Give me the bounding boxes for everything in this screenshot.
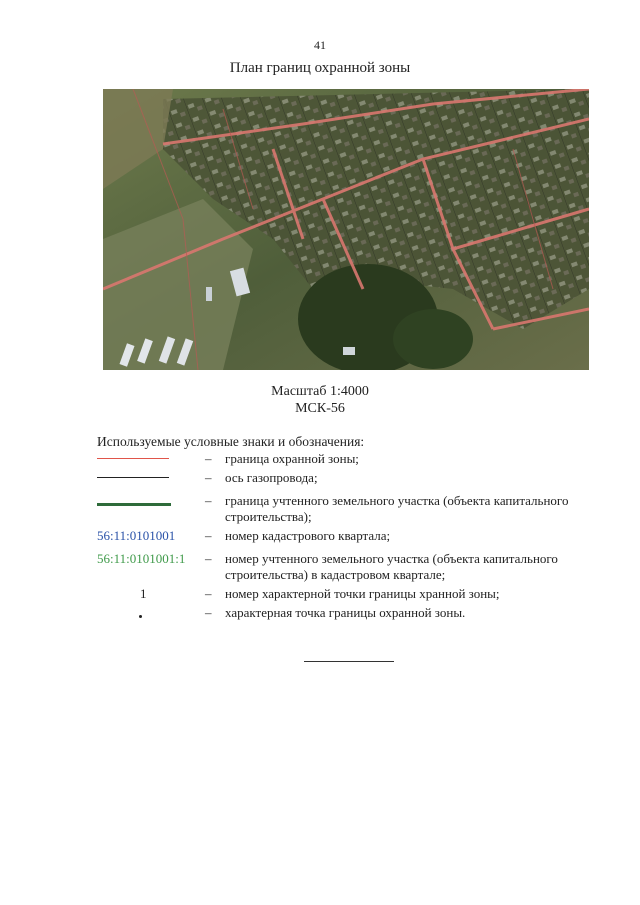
- dot-icon: [139, 615, 142, 618]
- satellite-map: [103, 89, 589, 370]
- legend-heading: Используемые условные знаки и обозначения:: [97, 434, 365, 449]
- map-scale: [0, 383, 640, 417]
- scale-value: Масштаб 1:4000: [271, 384, 369, 399]
- point-number-symbol: 1: [140, 586, 147, 601]
- black-line-symbol: [97, 477, 169, 478]
- quarter-code: 56:11:0101001: [97, 528, 176, 543]
- coordinate-system: МСК-56: [295, 401, 345, 416]
- end-divider: [304, 661, 394, 662]
- page-number: 41: [314, 38, 326, 52]
- green-line-symbol: [97, 503, 171, 506]
- parcel-code: 56:11:0101001:1: [97, 551, 186, 566]
- red-line-symbol: [97, 458, 169, 459]
- page-title: План границ охранной зоны: [229, 60, 411, 76]
